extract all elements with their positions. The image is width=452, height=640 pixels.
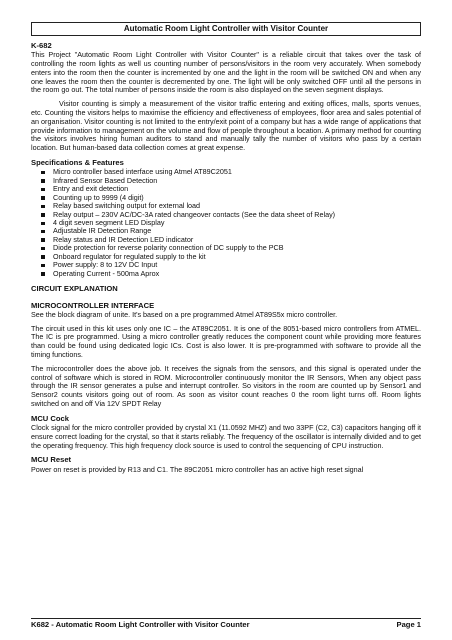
spec-item: Onboard regulator for regulated supply to the kit xyxy=(53,253,421,261)
specs-heading: Specifications & Features xyxy=(31,157,124,167)
footer-title: K682 - Automatic Room Light Controller with Visitor Counter xyxy=(31,620,250,629)
specs-list xyxy=(31,168,421,278)
document-title: Automatic Room Light Controller with Visitor Counter xyxy=(31,22,421,36)
mcu-paragraph-1: See the block diagram of unite. It's based on a pre programmed Atmel AT89S5x micro controller. xyxy=(31,309,338,319)
mcu-paragraph-3: The microcontroller does the above job. It receives the signals from the sensors, and this signal is operated under the control of software which is stored in ROM. Microcontroller continuously monitor the IR Sensors, When any object pass through the IR sensor generates a pulse and interrupt controller. So visitors in the room are counted up by Sensor1 and Sensor2 counts visitors going out of room. As soon as visitor count reaches 0 the room light turns off. Room lights switched on and off Via 12V SPDT Relay xyxy=(31,363,421,408)
mcu-cock-heading: MCU Cock xyxy=(31,413,69,423)
document-body xyxy=(31,41,421,479)
spec-item: Relay status and IR Detection LED indicator xyxy=(53,236,421,244)
spec-item: Relay based switching output for external load xyxy=(53,202,421,210)
spec-item: Infrared Sensor Based Detection xyxy=(53,177,421,185)
spec-item: Adjustable IR Detection Range xyxy=(53,227,421,235)
product-code: K-682 xyxy=(31,41,52,50)
intro-paragraph: This Project "Automatic Room Light Controller with Visitor Counter" is a reliable circuit that takes over the task of controlling the room lights as well us counting number of persons/visitors in the room very accurately. When somebody enters into the room then the counter is incremented by one and the light in the room will be switched ON and when any one leaves the room then the counter is decremented by one. The light will be only switched OFF until all the persons in the room go out. The total number of persons inside the room is also displayed on the seven segment displays. xyxy=(31,50,421,95)
mcu-cock-paragraph: Clock signal for the micro controller provided by crystal X1 (11.0592 MHZ) and two 33PF (C2, C3) capacitors hanging off it ensure correct loading for the crystal, so that it starts reliably. The frequency of the oscillator is internally divided and to get the operating frequency. This high frequency clock source is used to control the sequencing of CPU instruction. xyxy=(31,422,421,450)
spec-item: Counting up to 9999 (4 digit) xyxy=(53,194,421,202)
page-number: Page 1 xyxy=(396,620,421,629)
spec-item: 4 digit seven segment LED Display xyxy=(53,219,421,227)
spec-item: Diode protection for reverse polarity connection of DC supply to the PCB xyxy=(53,244,421,252)
mcu-heading: MICROCONTROLLER INTERFACE xyxy=(31,300,155,310)
spec-item: Micro controller based interface using Atmel AT89C2051 xyxy=(53,168,421,176)
mcu-reset-heading: MCU Reset xyxy=(31,455,72,465)
spec-item: Relay output – 230V AC/DC-3A rated changeover contacts (See the data sheet of Relay) xyxy=(53,211,421,219)
spec-item: Operating Current - 500ma Aprox xyxy=(53,270,421,278)
spec-item: Entry and exit detection xyxy=(53,185,421,193)
visitor-paragraph: Visitor counting is simply a measurement of the visitor traffic entering and exiting offices, malls, sports venues, etc. Counting the visitors helps to maximise the efficiency and effectiveness of employees, floor area and sales potential of an organisation. Visitor counting is not limited to the entry/exit point of a company but has a wide range of applications that provide information to management on the volume and flow of people throughout a location. A primary method for counting the visitors involves hiring human auditors to stand and manually tally the number of visitors who pass by a certain location. But human-based data collection comes at great expense. xyxy=(31,99,421,153)
spec-item: Power supply: 8 to 12V DC Input xyxy=(53,261,421,269)
page-footer xyxy=(31,618,421,631)
mcu-paragraph-2: The circuit used in this kit uses only one IC – the AT89C2051. It is one of the 8051-based micro controllers from ATMEL. The IC is pre programmed. Using a micro controller greatly reduces the component count while providing more features than could be found using dedicated logic ICs. Cost is also lower. It is pre-programmed with software to provide all the timing functions. xyxy=(31,323,421,360)
circuit-heading: CIRCUIT EXPLANATION xyxy=(31,284,118,294)
mcu-reset-paragraph: Power on reset is provided by R13 and C1. The 89C2051 micro controller has an active high reset signal xyxy=(31,464,364,474)
